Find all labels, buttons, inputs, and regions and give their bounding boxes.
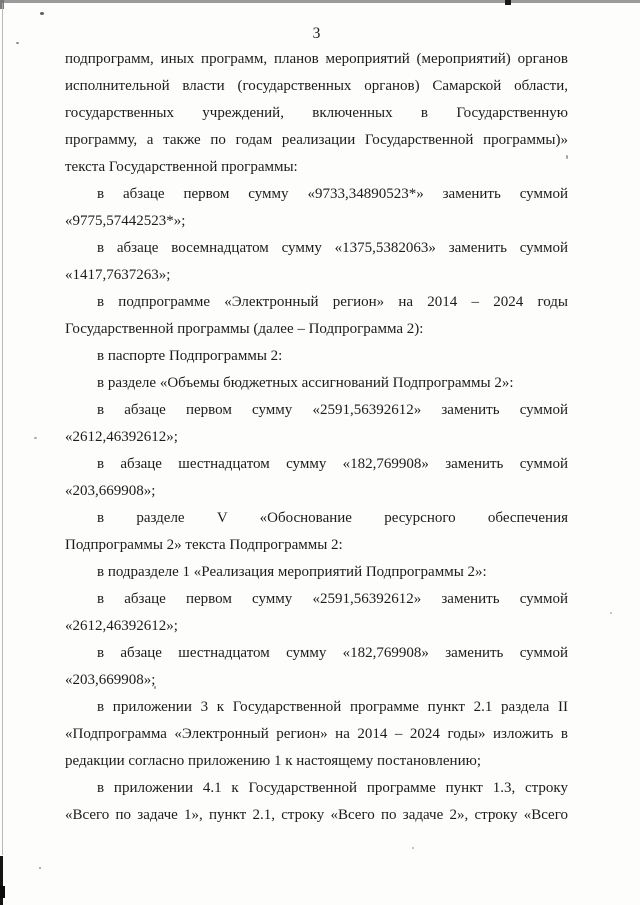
scan-speck bbox=[610, 612, 612, 614]
text-line: подпрограмм, иных программ, планов мероприятий (мероприятий) органов bbox=[65, 51, 568, 67]
text-line: в паспорте Подпрограммы 2: bbox=[97, 348, 283, 364]
text-line: в абзаце шестнадцатом сумму «182,769908» заменить суммой bbox=[97, 645, 568, 661]
text-line: «2612,46392612»; bbox=[65, 429, 178, 445]
scan-speck bbox=[39, 867, 41, 869]
text-line: в подразделе 1 «Реализация мероприятий Подпрограммы 2»: bbox=[97, 564, 487, 580]
text-line: программу, а также по годам реализации Государственной программы)» bbox=[65, 132, 568, 148]
text-line: в абзаце восемнадцатом сумму «1375,5382063» заменить суммой bbox=[97, 240, 568, 256]
text-line: в разделе «Объемы бюджетных ассигнований Подпрограммы 2»: bbox=[97, 375, 514, 391]
text-line: в приложении 4.1 к Государственной программе пункт 1.3, строку bbox=[97, 780, 568, 796]
text-line: «Всего по задаче 1», пункт 2.1, строку «Всего по задаче 2», строку «Всего bbox=[65, 807, 568, 823]
text-line: в абзаце первом сумму «9733,34890523*» заменить суммой bbox=[97, 186, 568, 202]
text-line: в приложении 3 к Государственной программе пункт 2.1 раздела II bbox=[97, 699, 568, 715]
text-line: в разделе V «Обоснование ресурсного обеспечения bbox=[97, 510, 568, 526]
text-line: государственных учреждений, включенных в Государственную bbox=[65, 105, 568, 121]
text-line: редакции согласно приложению 1 к настоящему постановлению; bbox=[65, 753, 481, 769]
scan-edge-top bbox=[0, 0, 640, 3]
text-line: в абзаце первом сумму «2591,56392612» заменить суммой bbox=[97, 591, 568, 607]
document-body bbox=[65, 46, 568, 829]
text-line: исполнительной власти (государственных органов) Самарской области, bbox=[65, 78, 568, 94]
text-line: «9775,57442523*»; bbox=[65, 213, 186, 229]
scan-speck bbox=[40, 12, 44, 15]
text-line: «Подпрограмма «Электронный регион» на 2014 – 2024 годы» изложить в bbox=[65, 726, 568, 742]
text-line: «2612,46392612»; bbox=[65, 618, 178, 634]
page-number: 3 bbox=[312, 25, 321, 42]
text-line: «1417,7637263»; bbox=[65, 267, 171, 283]
scan-speck bbox=[34, 437, 37, 439]
scan-bottom-left-blob bbox=[0, 886, 5, 898]
text-line: в подпрограмме «Электронный регион» на 2014 – 2024 годы bbox=[97, 294, 568, 310]
text-line: Подпрограммы 2» текста Подпрограммы 2: bbox=[65, 537, 343, 553]
scan-speck bbox=[412, 847, 414, 849]
text-line: Государственной программы (далее – Подпрограмма 2): bbox=[65, 321, 424, 337]
text-line: в абзаце первом сумму «2591,56392612» заменить суммой bbox=[97, 402, 568, 418]
text-line: в абзаце шестнадцатом сумму «182,769908» заменить суммой bbox=[97, 456, 568, 472]
scan-top-tick-mark bbox=[505, 0, 511, 5]
scan-edge-left-line bbox=[2, 3, 3, 855]
text-line: «203,669908»; bbox=[65, 483, 156, 499]
text-line: текста Государственной программы: bbox=[65, 159, 298, 175]
scan-speck bbox=[16, 42, 19, 44]
text-line: «203,669908»; bbox=[65, 672, 156, 688]
